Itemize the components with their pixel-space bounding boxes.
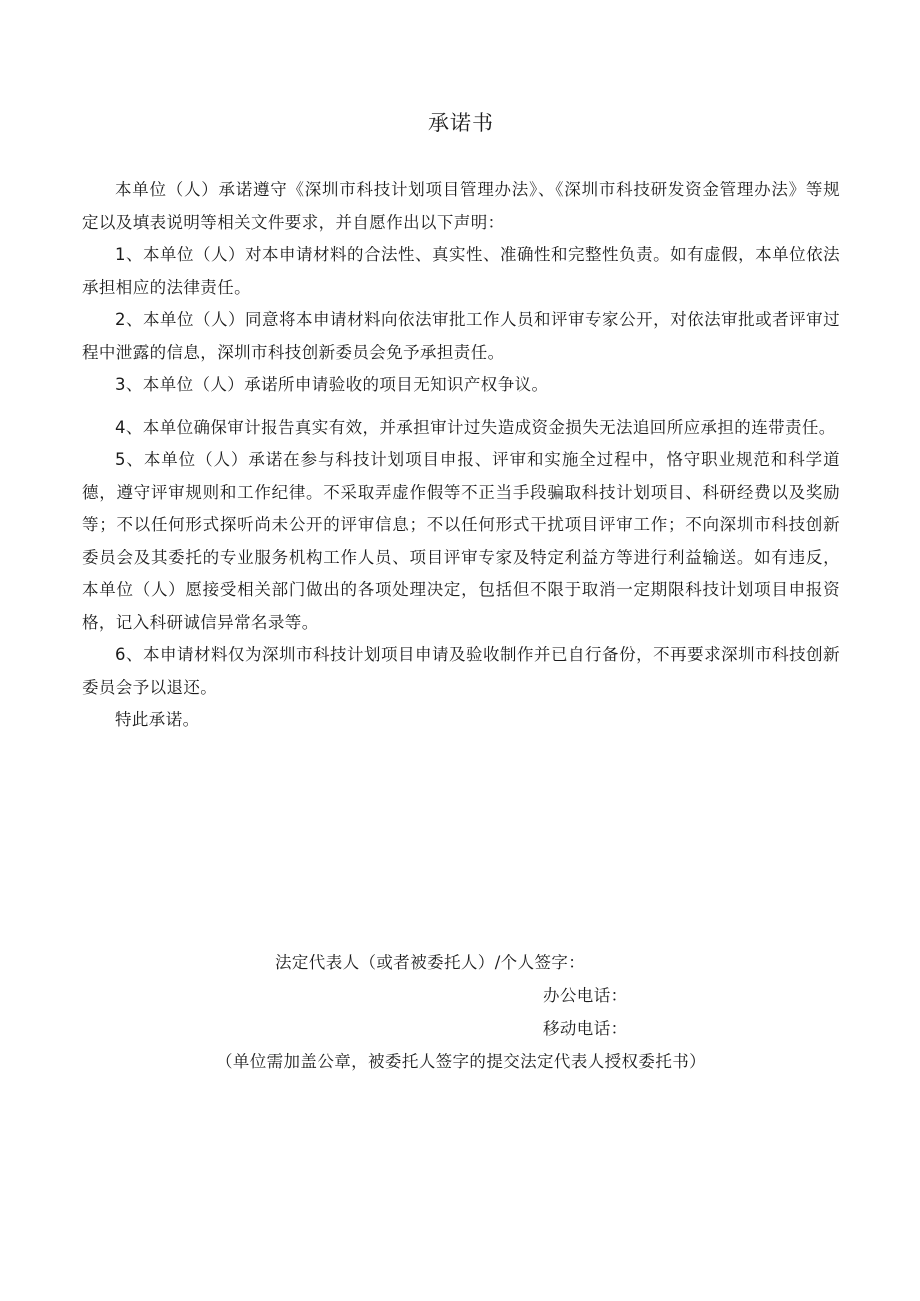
clause-number: 6 — [115, 645, 126, 664]
clause-5 — [82, 444, 840, 639]
intro-paragraph: 本单位（人）承诺遵守《深圳市科技计划项目管理办法》、《深圳市科技研发资金管理办法》等规定以及填表说明等相关文件要求，并自愿作出以下声明： — [82, 180, 840, 232]
clause-number: 1 — [115, 245, 126, 264]
clause-number: 3 — [115, 375, 126, 394]
clause-number: 2 — [115, 310, 126, 329]
mobile-phone-label: 移动电话： — [543, 1019, 628, 1038]
clause-number: 4 — [115, 417, 126, 437]
document-title: 承诺书 — [428, 111, 494, 135]
clause-1 — [82, 239, 840, 304]
clause-2 — [82, 304, 840, 369]
clause-text: 、本单位（人）同意将本申请材料向依法审批工作人员和评审专家公开，对依法审批或者评审过程中泄露的信息，深圳市科技创新委员会免予承担责任。 — [82, 310, 840, 362]
document-body — [82, 174, 840, 737]
clause-text: 、本单位（人）承诺在参与科技计划项目申报、评审和实施全过程中，恪守职业规范和科学道德，遵守评审规则和工作纪律。不采取弄虚作假等不正当手段骗取科技计划项目、科研经费以及奖励等；不以任何形式探听尚未公开的评审信息；不以任何形式干扰项目评审工作；不向深圳市科技创新委员会及其委托的专业服务机构工作人员、项目评审专家及特定利益方等进行利益输送。如有违反，本单位（人）愿接受相关部门做出的各项处理决定，包括但不限于取消一定期限科技计划项目申报资格，记入科研诚信异常名录等。 — [82, 450, 840, 632]
seal-note: （单位需加盖公章，被委托人签字的提交法定代表人授权委托书） — [215, 1052, 707, 1071]
representative-signature-label: 法定代表人（或者被委托人）/个人签字： — [275, 953, 586, 972]
clause-4 — [82, 412, 840, 445]
clause-text: 、本单位确保审计报告真实有效，并承担审计过失造成资金损失无法追回所应承担的连带责任。 — [125, 417, 836, 437]
clause-text: 、本申请材料仅为深圳市科技计划项目申请及验收制作并已自行备份，不再要求深圳市科技创新委员会予以退还。 — [82, 645, 840, 697]
clause-3 — [82, 369, 840, 402]
clause-text: 、本单位（人）承诺所申请验收的项目无知识产权争议。 — [125, 375, 549, 394]
clause-6 — [82, 639, 840, 704]
office-phone-label: 办公电话： — [543, 986, 628, 1005]
signature-block — [82, 946, 840, 1078]
closing-line: 特此承诺。 — [115, 710, 200, 729]
clause-text: 、本单位（人）对本申请材料的合法性、真实性、准确性和完整性负责。如有虚假，本单位依法承担相应的法律责任。 — [82, 245, 840, 297]
clause-number: 5 — [115, 450, 126, 469]
